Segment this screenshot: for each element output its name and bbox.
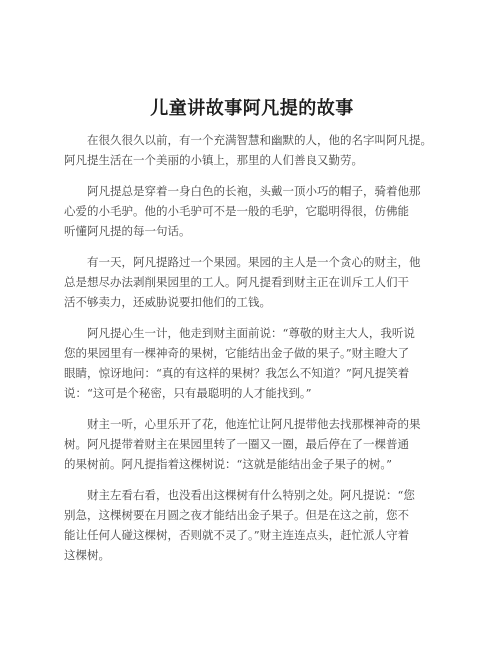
paragraph-line: 阿凡提总是穿着一身白色的长袍，头戴一顶小巧的帽子，骑着他那	[64, 184, 421, 198]
paragraph	[64, 414, 440, 474]
paragraph-line: 说：“这可是个秘密，只有最聪明的人才能找到。”	[64, 386, 312, 400]
paragraph	[64, 181, 440, 241]
document-body	[64, 130, 440, 565]
paragraph-line: 这棵树。	[64, 548, 110, 562]
paragraph	[64, 323, 440, 403]
paragraph-line: 财主左看右看，也没看出这棵树有什么特别之处。阿凡提说：“您	[64, 488, 415, 502]
paragraph-line: 能让任何人碰这棵树，否则就不灵了。”财主连连点头，赶忙派人守着	[64, 528, 410, 542]
document-title: 儿童讲故事阿凡提的故事	[150, 98, 354, 119]
paragraph-line: 财主一听，心里乐开了花，他连忙让阿凡提带他去找那棵神奇的果	[64, 417, 421, 431]
paragraph-line: 您的果园里有一棵神奇的果树，它能结出金子做的果子。”财主瞪大了	[64, 346, 410, 360]
paragraph-line: 活不够卖力，还威胁说要扣他们的工钱。	[64, 295, 271, 309]
paragraph-line: 总是想尽办法剥削果园里的工人。阿凡提看到财主正在训斥工人们干	[64, 275, 409, 289]
paragraph	[64, 252, 440, 312]
paragraph-line: 听懂阿凡提的每一句话。	[64, 224, 191, 238]
paragraph	[64, 130, 440, 170]
paragraph-line: 树。阿凡提带着财主在果园里转了一圈又一圈，最后停在了一棵普通	[64, 437, 409, 451]
paragraph-line: 阿凡提生活在一个美丽的小镇上，那里的人们善良又勤劳。	[64, 153, 363, 167]
paragraph-line: 有一天，阿凡提路过一个果园。果园的主人是一个贪心的财主，他	[64, 255, 421, 269]
paragraph-line: 在很久很久以前，有一个充满智慧和幽默的人，他的名字叫阿凡提。	[64, 133, 432, 147]
paragraph-line: 眼睛，惊讶地问：“真的有这样的果树？我怎么不知道？”阿凡提笑着	[64, 366, 410, 380]
paragraph-line: 阿凡提心生一计，他走到财主面前说：“尊敬的财主大人，我听说	[64, 326, 415, 340]
paragraph-line: 心爱的小毛驴。他的小毛驴可不是一般的毛驴，它聪明得很，仿佛能	[64, 204, 409, 218]
paragraph-line: 别急，这棵树要在月圆之夜才能结出金子果子。但是在这之前，您不	[64, 508, 409, 522]
paragraph-line: 的果树前。阿凡提指着这棵树说：“这就是能结出金子果子的树。”	[64, 457, 393, 471]
paragraph	[64, 485, 440, 565]
